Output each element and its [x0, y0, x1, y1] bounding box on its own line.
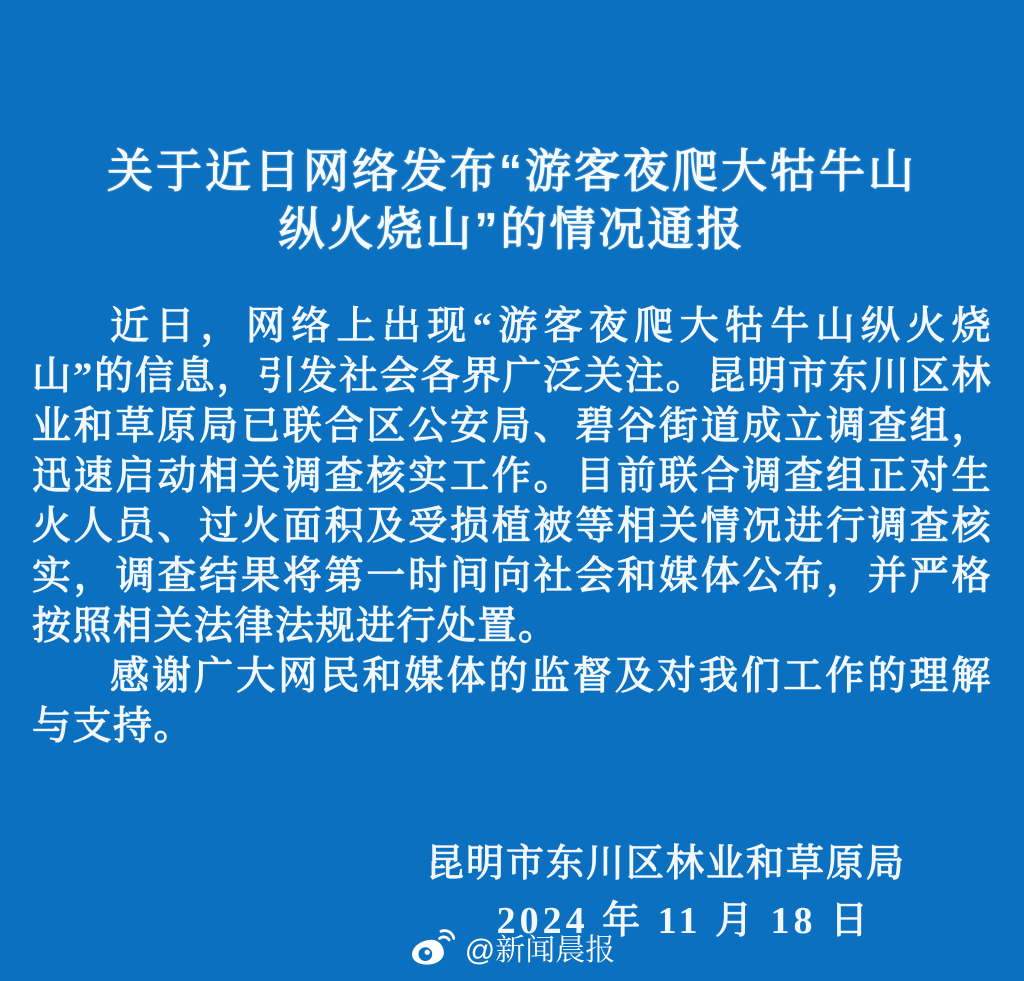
notice-body — [32, 302, 992, 752]
notice-title-line-1: 关于近日网络发布“游客夜爬大牯牛山 — [107, 145, 917, 197]
notice-paragraph-1: 近日，网络上出现“游客夜爬大牯牛山纵火烧山”的信息，引发社会各界广泛关注。昆明市东川区林业和草原局已联合区公安局、碧谷街道成立调查组，迅速启动相关调查核实工作。目前联合调查组正对生火人员、过火面积及受损植被等相关情况进行调查核实，调查结果将第一时间向社会和媒体公布，并严格按照相关法律法规进行处置。 — [32, 305, 992, 648]
notice-title — [42, 142, 982, 258]
notice-date: 2024 年 11 月 18 日 — [496, 900, 872, 942]
weibo-icon — [409, 928, 455, 966]
notice-paragraph-2: 感谢广大网民和媒体的监督及对我们工作的理解与支持。 — [32, 655, 992, 748]
notice-title-line-2: 纵火烧山”的情况通报 — [278, 203, 746, 255]
watermark-footer — [0, 925, 1024, 969]
issuing-authority: 昆明市东川区林业和草原局 — [425, 843, 906, 885]
watermark-text: @新闻晨报 — [464, 934, 616, 967]
